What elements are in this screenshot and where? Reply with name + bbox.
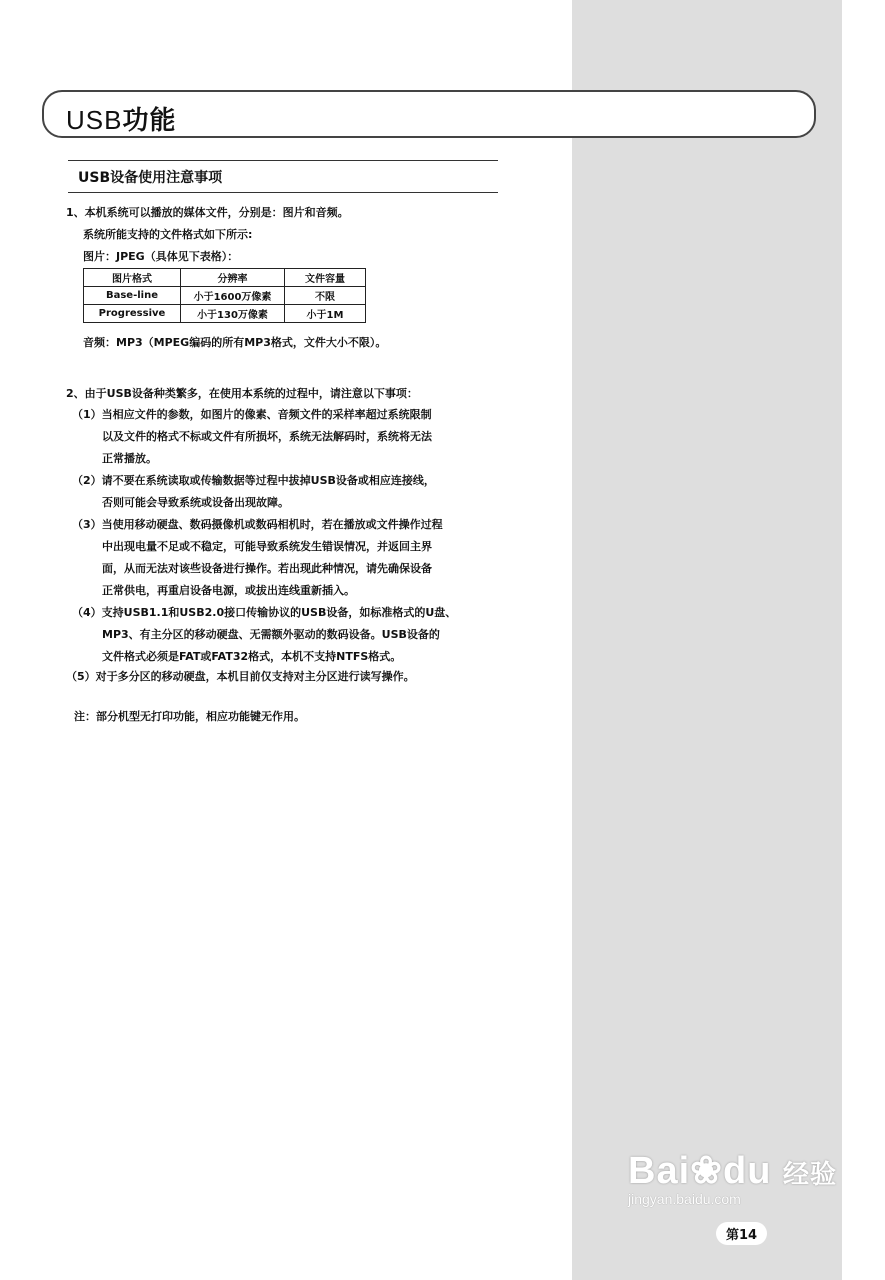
item1-audio-line: 音频：MP3（MPEG编码的所有MP3格式，文件大小不限）。 (83, 336, 387, 349)
item2-point3-line4: 正常供电，再重启设备电源，或拔出连线重新插入。 (102, 584, 355, 597)
item1-picture-line: 图片：JPEG（具体见下表格）： (83, 250, 239, 263)
item2-point3-line3: 面，从而无法对该些设备进行操作。若出现此种情况，请先确保设备 (102, 562, 432, 575)
footnote: 注：部分机型无打印功能，相应功能键无作用。 (74, 710, 305, 723)
item2-point1-line1: （1）当相应文件的参数，如图片的像素、音频文件的采样率超过系统限制 (72, 408, 432, 421)
right-margin-band (572, 0, 842, 1280)
page-title-cjk: 功能 (122, 106, 177, 136)
item1-intro: 1、本机系统可以播放的媒体文件，分别是：图片和音频。 (66, 206, 349, 219)
picture-format-table (83, 268, 366, 323)
item2-point2-line1: （2）请不要在系统读取或传输数据等过程中拔掉USB设备或相应连接线， (72, 474, 435, 487)
section-title-box (42, 90, 816, 138)
table-cell: 小于1M (285, 305, 366, 323)
table-cell: Base-line (84, 287, 181, 305)
paw-icon: ❀ (690, 1150, 723, 1192)
watermark-url: jingyan.baidu.com (628, 1191, 741, 1207)
table-header-row (84, 269, 366, 287)
jingyan-logo-text: 经验 (782, 1159, 837, 1189)
baidu-logo-part2: du (722, 1150, 772, 1192)
page-title-latin: USB (66, 105, 123, 135)
item2-point3-line2: 中出现电量不足或不稳定，可能导致系统发生错误情况，并返回主界 (102, 540, 432, 553)
table-header-cell: 分辨率 (181, 269, 285, 287)
subtitle-rule-bottom (68, 192, 498, 193)
table-header-cell: 文件容量 (285, 269, 366, 287)
item1-formats-intro: 系统所能支持的文件格式如下所示: (83, 228, 253, 241)
table-cell: 小于1600万像素 (181, 287, 285, 305)
item2-point4-line2: MP3、有主分区的移动硬盘、无需额外驱动的数码设备。USB设备的 (102, 628, 440, 641)
table-cell: 小于130万像素 (181, 305, 285, 323)
page-number: 第14 (716, 1222, 767, 1245)
table-cell: Progressive (84, 305, 181, 323)
table-row (84, 287, 366, 305)
subtitle-rule-top (68, 160, 498, 161)
table-row (84, 305, 366, 323)
baidu-jingyan-watermark (628, 1148, 837, 1207)
item2-point4-line3: 文件格式必须是FAT或FAT32格式，本机不支持NTFS格式。 (102, 650, 402, 663)
item2-point1-line3: 正常播放。 (102, 452, 157, 465)
item2-point5-line1: （5）对于多分区的移动硬盘，本机目前仅支持对主分区进行读写操作。 (66, 670, 415, 683)
item2-point1-line2: 以及文件的格式不标或文件有所损坏，系统无法解码时，系统将无法 (102, 430, 432, 443)
baidu-logo-part1: Bai (628, 1150, 691, 1192)
item2-point4-line1: （4）支持USB1.1和USB2.0接口传输协议的USB设备，如标准格式的U盘、 (72, 606, 457, 619)
baidu-logo (628, 1148, 837, 1193)
page-title (66, 100, 176, 137)
item2-intro: 2、由于USB设备种类繁多，在使用本系统的过程中，请注意以下事项： (66, 387, 418, 400)
table-header-cell: 图片格式 (84, 269, 181, 287)
item2-point2-line2: 否则可能会导致系统或设备出现故障。 (102, 496, 289, 509)
item2-point3-line1: （3）当使用移动硬盘、数码摄像机或数码相机时，若在播放或文件操作过程 (72, 518, 443, 531)
section-subtitle: USB设备使用注意事项 (78, 170, 223, 186)
table-cell: 不限 (285, 287, 366, 305)
